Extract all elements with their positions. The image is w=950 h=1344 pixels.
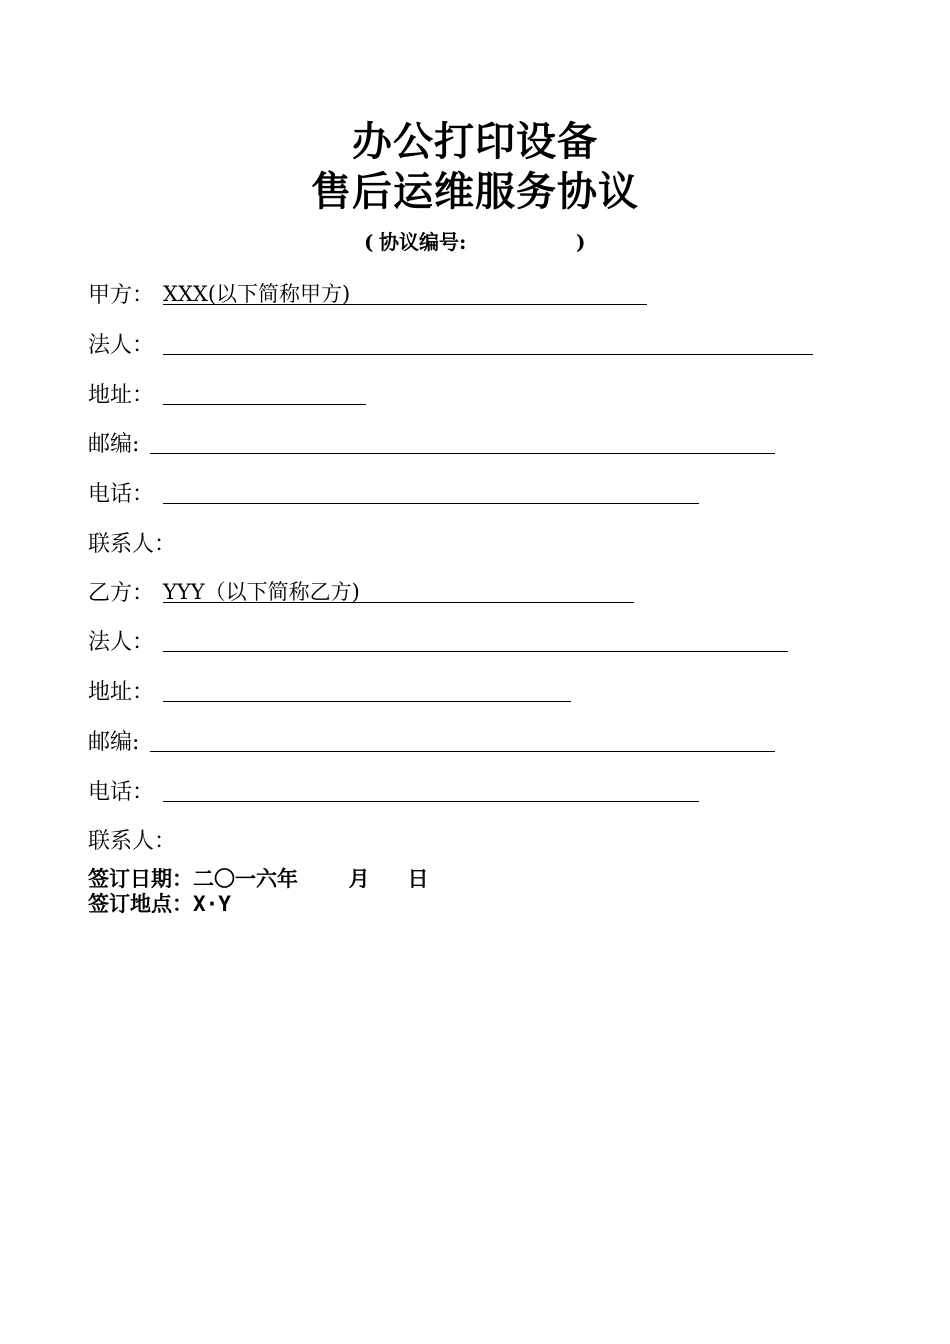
document-title-line2: 售后运维服务协议 bbox=[311, 168, 639, 215]
signing-place-row bbox=[88, 891, 231, 917]
party-b-label: 乙方： bbox=[88, 581, 155, 606]
party-a-legal-underline bbox=[163, 354, 813, 355]
party-a-legal-label: 法人： bbox=[88, 333, 155, 358]
party-a-label: 甲方： bbox=[88, 283, 155, 308]
signing-place-value: X·Y bbox=[193, 892, 231, 916]
party-b-legal-row bbox=[88, 627, 798, 659]
party-b-address-label: 地址： bbox=[88, 680, 155, 705]
party-a-contact-row bbox=[88, 529, 288, 561]
party-b-address-underline bbox=[163, 701, 571, 702]
party-a-address-underline bbox=[163, 404, 366, 405]
party-a-value: XXX(以下简称甲方) bbox=[163, 282, 351, 306]
signing-place-label: 签订地点： bbox=[88, 892, 193, 916]
party-b-contact-label: 联系人： bbox=[88, 829, 177, 854]
party-b-value: YYY（以下简称乙方) bbox=[163, 580, 360, 604]
party-a-phone-underline bbox=[163, 503, 699, 504]
party-a-phone-label: 电话： bbox=[88, 482, 155, 507]
party-b-underline bbox=[163, 602, 634, 603]
party-b-legal-label: 法人： bbox=[88, 630, 155, 655]
party-a-address-row bbox=[88, 380, 388, 412]
party-b-postcode-row bbox=[88, 727, 788, 759]
party-b-address-row bbox=[88, 677, 588, 709]
document-title-line1: 办公打印设备 bbox=[352, 118, 598, 165]
party-a-contact-label: 联系人： bbox=[88, 532, 177, 557]
party-a-postcode-label: 邮编: bbox=[88, 432, 140, 457]
party-a-address-label: 地址： bbox=[88, 383, 155, 408]
party-b-legal-underline bbox=[163, 651, 788, 652]
agreement-number bbox=[364, 229, 594, 255]
agreement-number-close-paren: ) bbox=[576, 230, 586, 254]
party-a-underline bbox=[163, 304, 647, 305]
signing-date-row bbox=[88, 866, 429, 892]
party-b-contact-row bbox=[88, 826, 288, 858]
signing-date-label: 签订日期： bbox=[88, 867, 193, 891]
party-b-postcode-label: 邮编: bbox=[88, 730, 140, 755]
party-b-phone-row bbox=[88, 777, 708, 809]
party-a-legal-row bbox=[88, 330, 828, 362]
agreement-number-open-paren: ( bbox=[364, 230, 374, 254]
party-a-postcode-underline bbox=[150, 453, 775, 454]
signing-date-value: 二〇一六年 月 日 bbox=[193, 867, 429, 891]
party-a-row bbox=[88, 280, 668, 312]
party-b-row bbox=[88, 578, 648, 610]
party-b-postcode-underline bbox=[150, 751, 775, 752]
party-b-phone-label: 电话： bbox=[88, 780, 155, 805]
party-a-postcode-row bbox=[88, 429, 788, 461]
party-b-phone-underline bbox=[163, 801, 699, 802]
agreement-number-label: 协议编号: bbox=[379, 230, 467, 254]
party-a-phone-row bbox=[88, 479, 708, 511]
